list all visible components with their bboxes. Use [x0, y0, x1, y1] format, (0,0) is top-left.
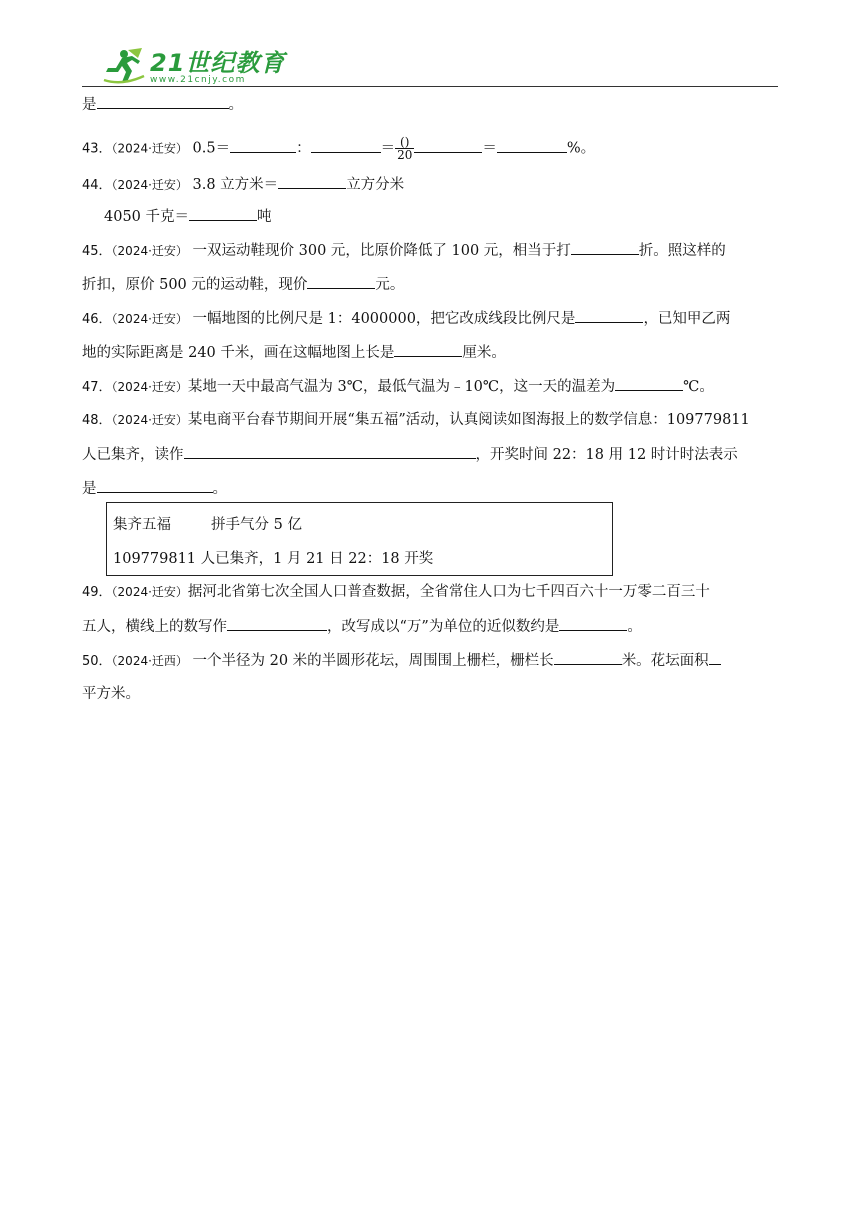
answer-blank[interactable]: [311, 138, 381, 153]
text: 五人，横线上的数写作: [82, 619, 227, 635]
text: 0.5＝: [192, 140, 231, 157]
question-46-line2: [82, 342, 506, 363]
question-48-line3: [82, 478, 227, 499]
text: ＝: [482, 140, 497, 157]
text: 3.8 立方米＝: [192, 177, 279, 193]
answer-blank[interactable]: [227, 616, 327, 631]
text: ，已知甲乙两: [643, 311, 731, 327]
question-44: [82, 174, 404, 196]
text: ℃。: [683, 379, 714, 395]
question-number: 46．: [82, 312, 112, 327]
poster-box: [106, 502, 613, 576]
question-42-tail: [82, 94, 243, 115]
question-43: [82, 136, 595, 161]
logo: [102, 42, 285, 86]
answer-blank[interactable]: [709, 650, 721, 665]
question-44-line2: [104, 206, 272, 227]
logo-title: 21世纪教育: [150, 49, 286, 77]
text: %。: [566, 140, 596, 157]
poster-line-1: [113, 513, 302, 534]
poster-line-2: 109779811 人已集齐，1 月 21 日 22：18 开奖: [113, 551, 434, 567]
question-46: [82, 308, 730, 330]
text: 一双运动鞋现价 300 元，比原价降低了 100 元，相当于打: [192, 243, 571, 259]
question-source: （2024·迁安）: [111, 585, 188, 599]
question-48-line2: [82, 444, 738, 465]
answer-blank[interactable]: [394, 342, 462, 357]
text: 地的实际距离是 240 千米，画在这幅地图上长是: [82, 345, 395, 361]
answer-blank[interactable]: [230, 138, 296, 153]
text: 一幅地图的比例尺是 1：4000000，把它改成线段比例尺是: [192, 311, 576, 327]
question-50: [82, 650, 721, 672]
fraction: [395, 136, 414, 161]
text: 元。: [375, 277, 405, 293]
answer-blank[interactable]: [189, 206, 257, 221]
text: ：: [296, 140, 311, 157]
question-source: （2024·迁安）: [111, 244, 188, 258]
answer-blank[interactable]: [278, 174, 346, 189]
question-number: 49．: [82, 585, 112, 600]
answer-blank[interactable]: [554, 650, 622, 665]
question-50-line2: [82, 684, 140, 704]
question-number: 50．: [82, 654, 112, 669]
answer-blank[interactable]: [575, 308, 643, 323]
question-source: （2024·迁安）: [111, 312, 188, 326]
text: ，开奖时间 22：18 用 12 时计时法表示: [475, 447, 738, 463]
answer-blank[interactable]: [307, 274, 375, 289]
question-48: [82, 410, 750, 431]
text: ，改写成以“万”为单位的近似数约是: [327, 619, 560, 635]
question-source: （2024·迁安）: [111, 413, 188, 427]
answer-blank[interactable]: [559, 616, 627, 631]
text: 平方米。: [82, 686, 140, 702]
question-source: （2024·迁安）: [111, 141, 188, 156]
text: 某电商平台春节期间开展“集五福”活动，认真阅读如图海报上的数学信息：109779811: [187, 412, 750, 428]
runner-logo-icon: [102, 46, 146, 86]
question-number: 47．: [82, 380, 112, 395]
answer-blank[interactable]: [615, 376, 683, 391]
question-number: 43．: [82, 141, 112, 157]
text: 人已集齐，读作: [82, 447, 184, 463]
fraction-denominator: 20: [397, 148, 413, 162]
question-45-line2: [82, 274, 404, 295]
text: 据河北省第七次全国人口普查数据，全省常住人口为七千四百六十一万零二百三十: [187, 584, 710, 600]
text: 。: [212, 481, 227, 497]
text: 米。花坛面积: [621, 653, 709, 669]
answer-blank[interactable]: [571, 240, 639, 255]
text: 某地一天中最高气温为 3℃，最低气温为﹣10℃，这一天的温差为: [187, 379, 616, 395]
answer-blank[interactable]: [97, 478, 213, 493]
question-47: [82, 376, 714, 398]
question-number: 44．: [82, 178, 112, 193]
text: 是: [82, 481, 97, 497]
text: 厘米。: [462, 345, 506, 361]
question-49: [82, 582, 710, 603]
answer-blank[interactable]: [497, 138, 567, 153]
text: 折扣，原价 500 元的运动鞋，现价: [82, 277, 308, 293]
text: 吨: [257, 209, 272, 225]
question-number: 45．: [82, 244, 112, 259]
poster-slogan: 拼手气分 5 亿: [211, 517, 302, 533]
answer-blank[interactable]: [97, 94, 229, 109]
text: 折。照这样的: [638, 243, 726, 259]
text: 是: [82, 97, 97, 113]
poster-title: 集齐五福: [113, 517, 171, 533]
text: 一个半径为 20 米的半圆形花坛，周围围上栅栏，栅栏长: [192, 653, 554, 669]
question-source: （2024·迁西）: [111, 654, 188, 668]
answer-blank[interactable]: [414, 138, 482, 153]
text: 。: [627, 619, 642, 635]
page-header: [82, 38, 778, 87]
text: 立方分米: [346, 177, 405, 193]
text: 。: [228, 97, 243, 113]
question-source: （2024·迁安）: [111, 178, 188, 192]
question-number: 48．: [82, 413, 112, 428]
question-source: （2024·迁安）: [111, 380, 188, 394]
text: ＝: [380, 140, 396, 157]
answer-blank[interactable]: [184, 444, 476, 459]
question-49-line2: [82, 616, 642, 637]
logo-url: www.21cnjy.com: [150, 75, 246, 85]
fraction-numerator: (): [395, 136, 414, 149]
question-45: [82, 240, 726, 262]
text: 4050 千克＝: [104, 209, 190, 225]
